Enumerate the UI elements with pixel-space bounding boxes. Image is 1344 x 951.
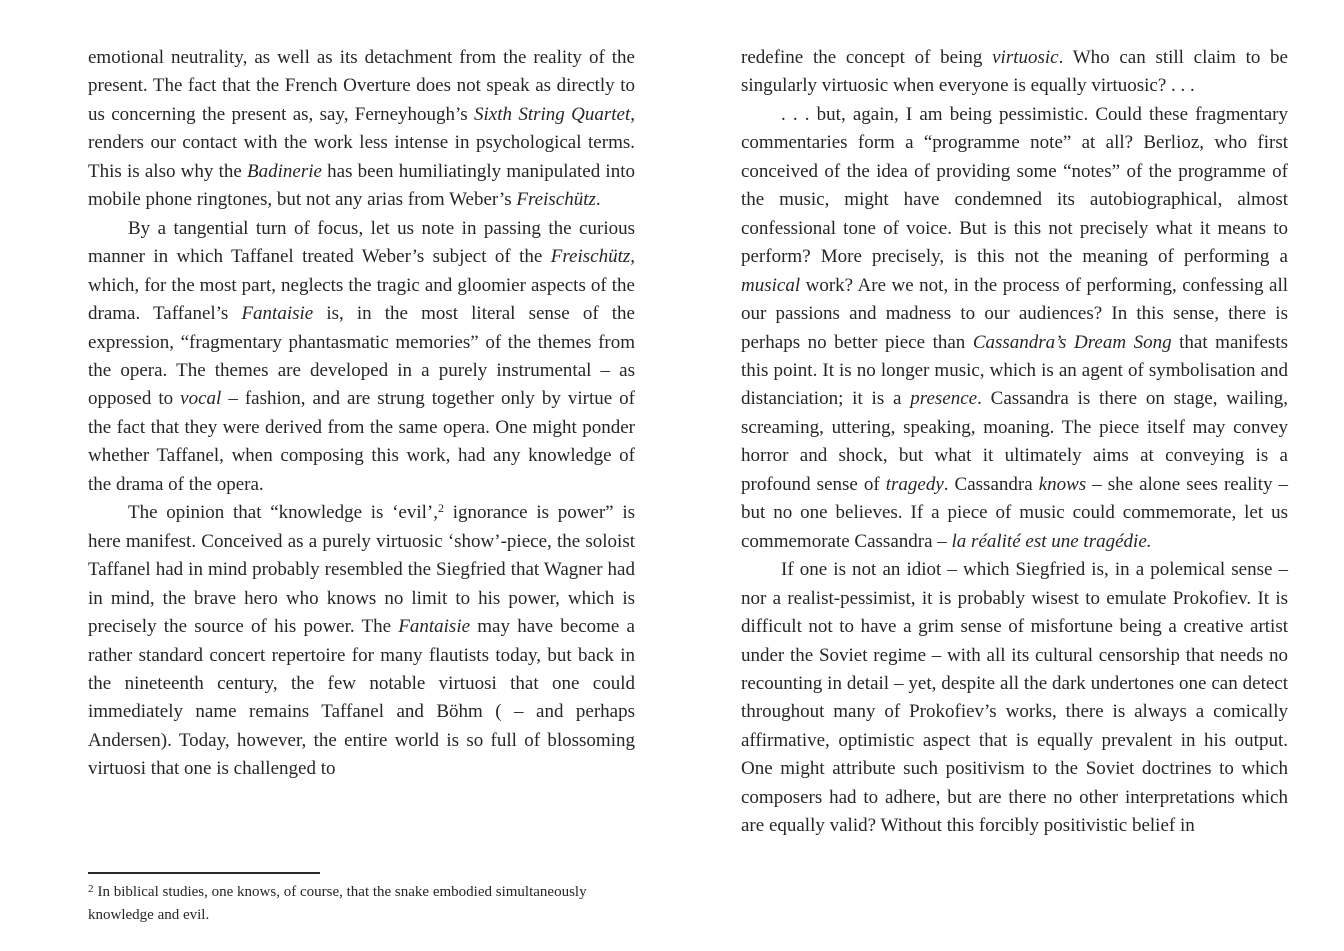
text-run: The opinion that “knowledge is ‘evil’, xyxy=(128,502,438,524)
italic-text-run: Badinerie xyxy=(247,160,322,182)
italic-text-run: presence xyxy=(910,388,978,410)
paragraph xyxy=(741,101,1288,556)
italic-text-run: knows xyxy=(1038,473,1087,495)
text-run: redefine the concept of being xyxy=(741,47,993,68)
text-run: has been humiliatingly manipulated into mobile phone ringtones, but not any arias from Weber’s xyxy=(88,160,635,211)
italic-text-run: tragedy xyxy=(885,473,944,495)
italic-text-run: Fantaisie xyxy=(241,303,314,325)
italic-text-run: Sixth String Quartet xyxy=(474,103,631,125)
text-run: ignorance is power” is here manifest. Conceived as a purely virtuosic ‘show’-piece, the soloist Taffanel had in mind probably resembled the Siegfried that Wagner had in mind, the brave hero who knows no limit to his power, which is precisely the source of his power. The xyxy=(88,502,635,638)
text-run: If one is not an idiot – which Siegfried is, in a polemical sense – nor a realist-pessimist, it is probably wisest to emulate Prokofiev. It is difficult not to have a grim sense of misfortune being a creative artist under the Soviet regime – with all its cultural censorship that needs no recounting in detail – yet, despite all the dark undertones one can detect throughout many of Prokofiev’s works, there is always a comically affirmative, optimistic aspect that is equally prevalent in his output. One might attribute such positivism to the Soviet doctrines to which composers had to adhere, but are there no other interpretations which are equally valid? Without this forcibly positivistic belief in xyxy=(741,559,1288,837)
footnote-marker: 2 xyxy=(88,883,94,895)
text-run: . Who can still claim to be singularly virtuosic when everyone is equally virtuosic? . . . xyxy=(741,47,1288,97)
italic-text-run: virtuosic xyxy=(992,47,1059,68)
paragraph xyxy=(88,499,635,784)
text-run: , which, for the most part, neglects the tragic and gloomier aspects of the drama. Taffanel’s xyxy=(88,246,635,325)
paragraph xyxy=(741,556,1288,841)
italic-text-run: Fantaisie xyxy=(398,616,471,638)
text-run: may have become a rather standard concert repertoire for many flautists today, but back in the nineteenth century, the few notable virtuosi that one could immediately name remains Taffanel and Böhm ( – and perhaps Andersen). Today, however, the entire world is so full of blossoming virtuosi that one is challenged to xyxy=(88,616,635,780)
text-run: emotional neutrality, as well as its detachment from the reality of the present. The fact that the French Overture does not speak as directly to us concerning the present as, say, Ferneyhough’s xyxy=(88,47,635,125)
text-run: By a tangential turn of focus, let us note in passing the curious manner in which Taffanel treated Weber’s subject of the xyxy=(88,217,635,268)
text-run: work? Are we not, in the process of performing, confessing all our passions and madness to our audiences? In this sense, there is perhaps no better piece than xyxy=(741,274,1288,353)
text-run: – she alone sees reality – but no one believes. If a piece of music could commemorate, let us commemorate Cassandra – xyxy=(741,473,1289,552)
footnote-divider xyxy=(88,872,320,874)
italic-text-run: la réalité est une tragédie. xyxy=(951,530,1152,552)
left-page-column xyxy=(88,44,635,784)
footnote xyxy=(88,881,635,927)
text-run: . xyxy=(595,189,601,211)
text-run: is, in the most literal sense of the expression, “fragmentary phantasmatic memories” of the themes from the opera. The themes are developed in a purely instrumental – as opposed to xyxy=(88,303,635,410)
italic-text-run: musical xyxy=(741,274,801,296)
italic-text-run: Cassandra’s Dream Song xyxy=(972,331,1172,353)
right-page-column xyxy=(741,44,1288,841)
paragraph xyxy=(741,44,1288,101)
text-run: – fashion, and are strung together only by virtue of the fact that they were derived from the same opera. One might ponder whether Taffanel, when composing this work, had any knowledge of the drama of the opera. xyxy=(88,388,636,495)
text-run: . . . but, again, I am being pessimistic. Could these fragmentary commentaries form a “programme note” at all? Berlioz, who first conceived of the idea of providing some “notes” of the programme of the music, might have condemned its autobiographical, almost confessional tone of voice. But is this not precisely what it means to perform? More precisely, is this not the meaning of performing a xyxy=(741,103,1288,268)
footnote-reference: 2 xyxy=(438,501,444,516)
italic-text-run: Freischütz xyxy=(516,189,596,211)
footnote-area xyxy=(88,872,635,927)
paragraph xyxy=(88,215,635,500)
italic-text-run: Freischütz xyxy=(550,246,631,268)
text-run: . Cassandra is there on stage, wailing, screaming, uttering, speaking, moaning. The piece itself may convey horror and shock, but what it ultimately aims at conveying is a profound sense of xyxy=(741,388,1288,495)
italic-text-run: vocal xyxy=(180,388,222,410)
footnote-text: In biblical studies, one knows, of course, that the snake embodied simultaneously knowledge and evil. xyxy=(88,884,587,923)
text-run: , renders our contact with the work less intense in psychological terms. This is also why the xyxy=(88,103,635,182)
text-run: that manifests this point. It is no longer music, which is an agent of symbolisation and distanciation; it is a xyxy=(741,331,1288,410)
text-run: . Cassandra xyxy=(943,473,1039,495)
paragraph xyxy=(88,44,635,215)
